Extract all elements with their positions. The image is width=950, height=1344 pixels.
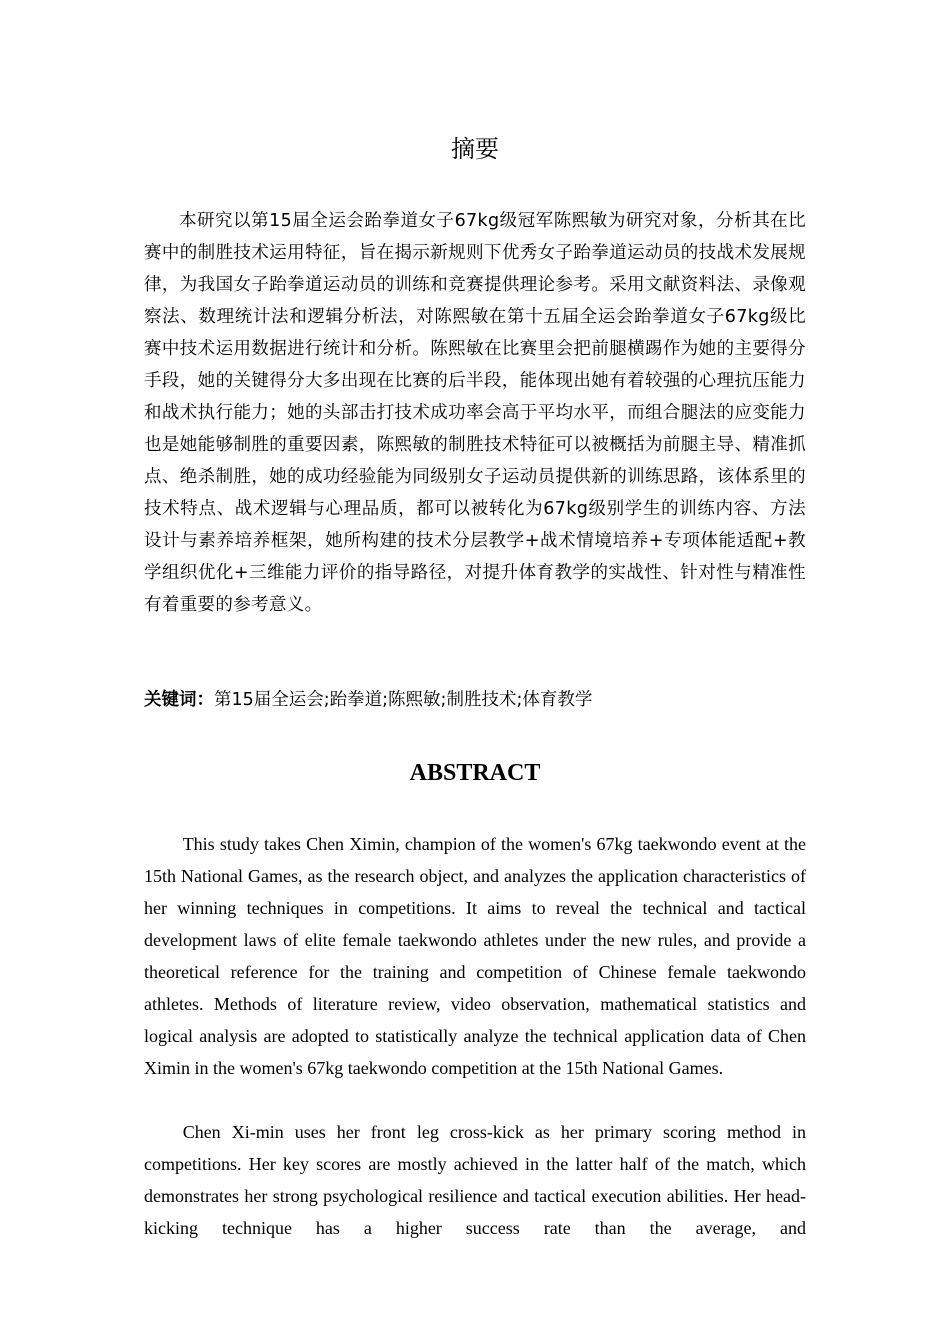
chinese-abstract-title: 摘要 — [451, 135, 499, 163]
english-abstract-paragraph-1: This study takes Chen Ximin, champion of the women's 67kg taekwondo event at the 15th National Games, as the research object, and analyzes the application characteristics of her winning techniques in competitions. It aims to reveal the technical and tactical development laws of elite female taekwondo athletes under the new rules, and provide a theoretical reference for the training and competition of Chinese female taekwondo athletes. Methods of literature review, video observation, mathematical statistics and logical analysis are adopted to statistically analyze the technical application data of Chen Ximin in the women's 67kg taekwondo competition at the 15th National Games. — [144, 834, 806, 1078]
keywords-label: 关键词： — [144, 690, 214, 710]
english-abstract-paragraph-2: Chen Xi-min uses her front leg cross-kick as her primary scoring method in competitions. Her key scores are mostly achieved in the latter half of the match, which demonstrates her strong psychological resilience and tactical execution abilities. Her head-kicking technique has a higher success rate than the average, and — [144, 1122, 806, 1238]
keywords-list: 第15届全运会;跆拳道;陈熙敏;制胜技术;体育教学 — [214, 690, 593, 710]
chinese-keywords — [144, 684, 806, 716]
chinese-abstract-body: 本研究以第15届全运会跆拳道女子67kg级冠军陈熙敏为研究对象，分析其在比赛中的制胜技术运用特征，旨在揭示新规则下优秀女子跆拳道运动员的技战术发展规律，为我国女子跆拳道运动员的训练和竞赛提供理论参考。采用文献资料法、录像观察法、数理统计法和逻辑分析法，对陈熙敏在第十五届全运会跆拳道女子67kg级比赛中技术运用数据进行统计和分析。陈熙敏在比赛里会把前腿横踢作为她的主要得分手段，她的关键得分大多出现在比赛的后半段，能体现出她有着较强的心理抗压能力和战术执行能力；她的头部击打技术成功率会高于平均水平，而组合腿法的应变能力也是她能够制胜的重要因素，陈熙敏的制胜技术特征可以被概括为前腿主导、精准抓点、绝杀制胜，她的成功经验能为同级别女子运动员提供新的训练思路，该体系里的技术特点、战术逻辑与心理品质，都可以被转化为67kg级别学生的训练内容、方法设计与素养培养框架，她所构建的技术分层教学+战术情境培养+专项体能适配+教学组织优化+三维能力评价的指导路径，对提升体育教学的实战性、针对性与精准性有着重要的参考意义。 — [144, 211, 806, 615]
english-abstract-title: ABSTRACT — [409, 760, 541, 786]
